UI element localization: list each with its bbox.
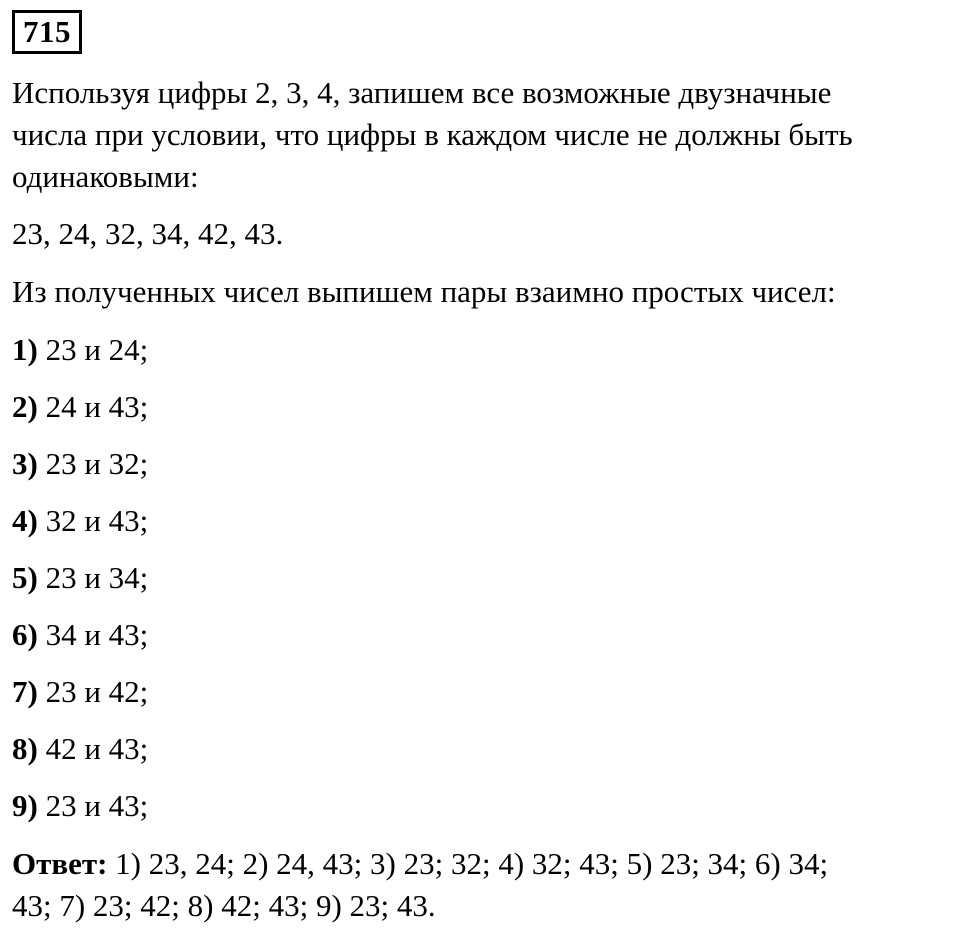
answer-label: Ответ: xyxy=(12,846,108,881)
pair-index: 6) xyxy=(12,617,38,652)
intro-paragraph xyxy=(12,72,952,198)
answer-text: 1) 23, 24; 2) 24, 43; 3) 23; 32; 4) 32; 43; 5) 23; 34; 6) 34; xyxy=(115,846,829,881)
pair-index: 9) xyxy=(12,788,38,823)
pair-item xyxy=(12,443,148,485)
pair-index: 5) xyxy=(12,560,38,595)
pair-item xyxy=(12,386,148,428)
pair-text: 23 и 42; xyxy=(45,674,149,709)
pair-text: 23 и 32; xyxy=(45,446,149,481)
intro-line: числа при условии, что цифры в каждом числе не должны быть xyxy=(12,117,853,152)
answer-line: 43; 7) 23; 42; 8) 42; 43; 9) 23; 43. xyxy=(12,888,436,923)
pair-item xyxy=(12,557,148,599)
pair-index: 4) xyxy=(12,503,38,538)
pair-text: 24 и 43; xyxy=(45,389,149,424)
pair-text: 32 и 43; xyxy=(45,503,149,538)
intro-line: одинаковыми: xyxy=(12,159,199,194)
pair-item xyxy=(12,728,148,770)
answer-block xyxy=(12,843,952,927)
pair-item xyxy=(12,500,148,542)
problem-number-box: 715 xyxy=(12,10,82,54)
pair-item xyxy=(12,785,148,827)
pair-item xyxy=(12,329,148,371)
pair-index: 8) xyxy=(12,731,38,766)
pair-index: 1) xyxy=(12,332,38,367)
pair-item xyxy=(12,614,148,656)
pair-item xyxy=(12,671,148,713)
pair-index: 7) xyxy=(12,674,38,709)
answer-line xyxy=(12,843,952,885)
pair-text: 23 и 34; xyxy=(45,560,149,595)
pair-index: 2) xyxy=(12,389,38,424)
intro-line: Используя цифры 2, 3, 4, запишем все возможные двузначные xyxy=(12,75,832,110)
pairs-intro: Из полученных чисел выпишем пары взаимно простых чисел: xyxy=(12,274,836,309)
pair-index: 3) xyxy=(12,446,38,481)
numbers-list: 23, 24, 32, 34, 42, 43. xyxy=(12,216,284,251)
pair-text: 23 и 43; xyxy=(45,788,149,823)
pair-text: 23 и 24; xyxy=(45,332,149,367)
pair-text: 34 и 43; xyxy=(45,617,149,652)
pair-text: 42 и 43; xyxy=(45,731,149,766)
